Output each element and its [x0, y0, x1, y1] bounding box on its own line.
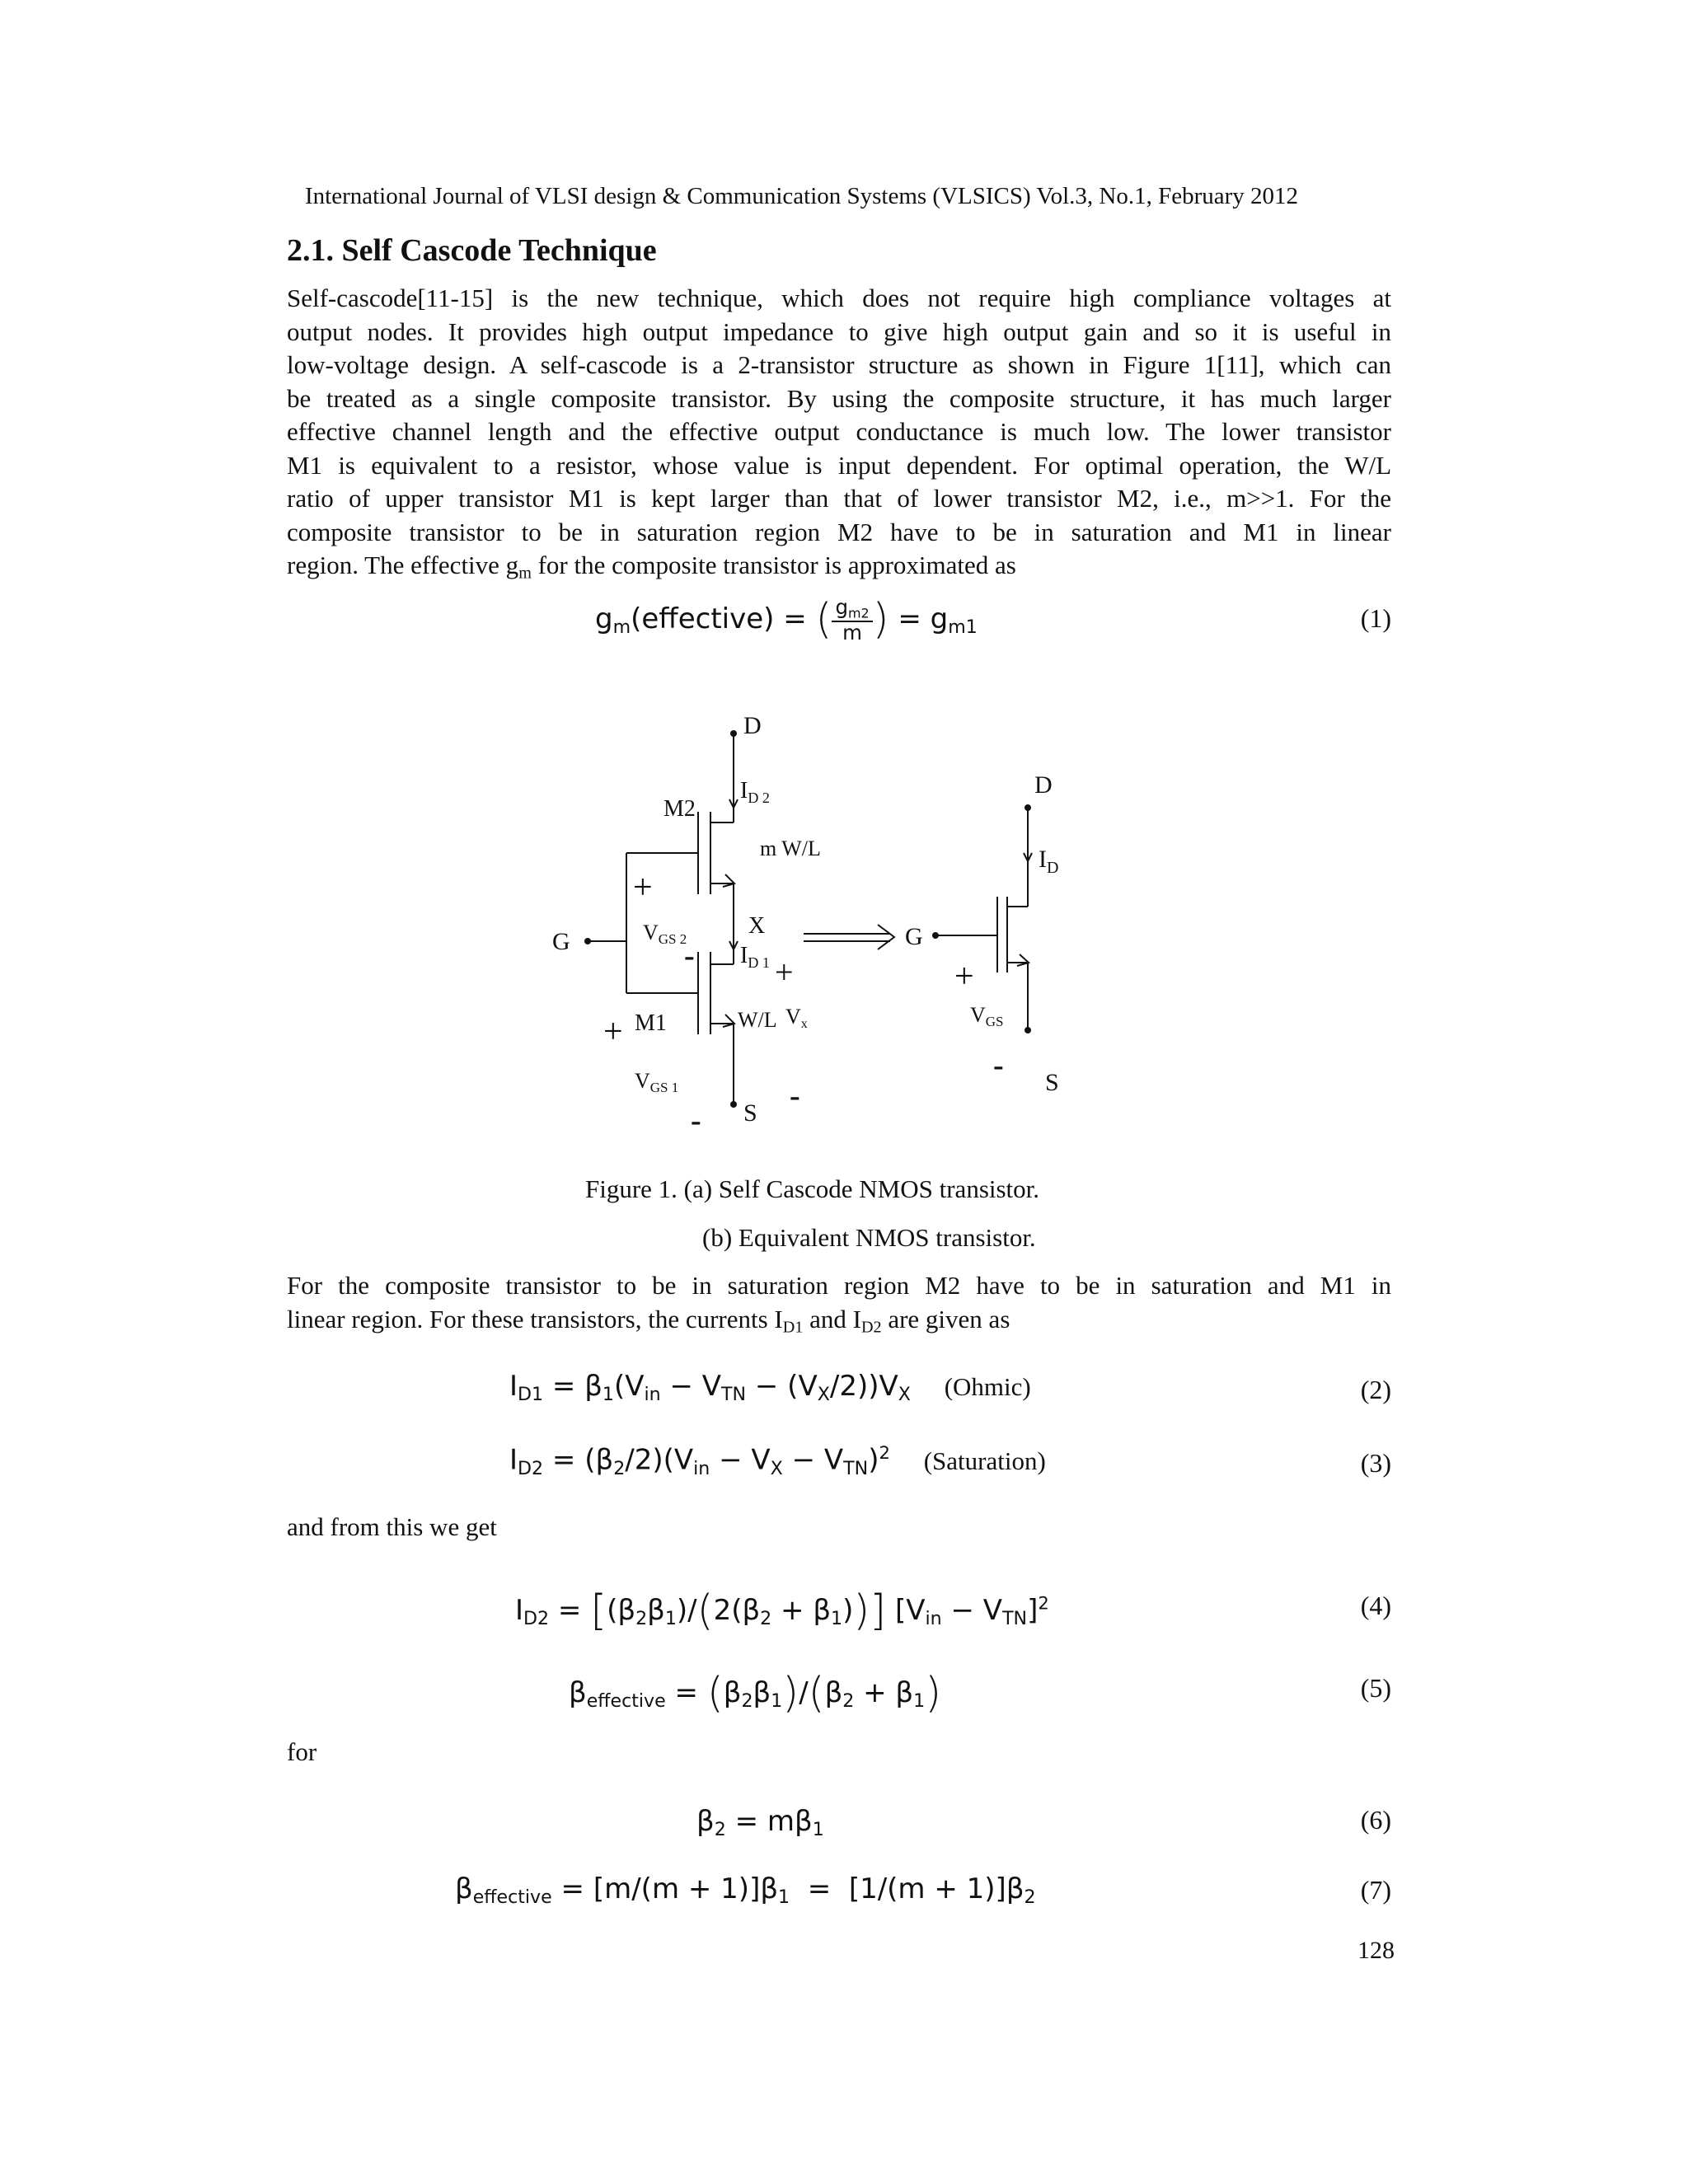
plus-sign: + — [603, 1013, 623, 1051]
label-m2: M2 — [663, 796, 696, 822]
paragraph-line: low-voltage design. A self-cascode is a 2-transistor structure as shown in Figure 1[11], which can — [287, 350, 1391, 379]
paragraph-line: Self-cascode[11-15] is the new technique, which does not require high compliance voltages at — [287, 284, 1391, 312]
and-from-this-text: and from this we get — [287, 1512, 497, 1541]
plus-sign: + — [633, 869, 653, 907]
paragraph-line-last: region. The effective $g_m$ for the composite transistor is approximated as — [287, 551, 1016, 583]
label-s: S — [743, 1099, 757, 1127]
paragraph-line: M1 is equivalent to a resistor, whose value is input dependent. For optimal operation, the W/L — [287, 450, 1391, 480]
figure-1-circuit — [528, 701, 1121, 1146]
figure-caption-a: Figure 1. (a) Self Cascode NMOS transistor. — [585, 1174, 1040, 1203]
equation-number: (1) — [1360, 603, 1391, 633]
paragraph-line: output nodes. It provides high output impedance to give high output gain and so it is useful in — [287, 316, 1391, 346]
label-vgs2: VGS 2 — [643, 921, 687, 947]
paragraph-1 — [287, 282, 1391, 583]
paragraph-line: For the composite transistor to be in saturation region M2 have to be in saturation and M1 in — [287, 1271, 1391, 1300]
equation-6: $\beta_2 = m\beta_1$ — [696, 1805, 824, 1841]
label-g: G — [905, 923, 923, 950]
equation-7: $\beta_{effective} = [m/(m + 1)]\beta_1 = [1/(m + 1)]\beta_2$ — [455, 1872, 1036, 1909]
label-d: D — [1034, 771, 1053, 799]
equation-number: (6) — [1360, 1805, 1391, 1835]
paragraph-line: be treated as a single composite transistor. By using the composite structure, it has much larger — [287, 383, 1391, 413]
minus-sign: - — [691, 1104, 701, 1138]
label-mwl: m W/L — [760, 837, 821, 860]
equation-number: (5) — [1360, 1673, 1391, 1703]
label-wl: W/L — [738, 1008, 777, 1032]
paragraph-line: composite transistor to be in saturation region M2 have to be in saturation and M1 in linear — [287, 517, 1391, 546]
for-text: for — [287, 1737, 317, 1766]
label-vgs: VGS — [970, 1003, 1004, 1029]
plus-sign: + — [954, 958, 974, 996]
equation-number: (2) — [1360, 1375, 1391, 1404]
minus-sign: - — [684, 939, 695, 973]
label-m1: M1 — [635, 1010, 667, 1036]
paragraph-line-last: linear region. For these transistors, the currents $I_{D1}$ and $I_{D2}$ are given as — [287, 1304, 1010, 1337]
equation-number: (3) — [1360, 1448, 1391, 1478]
equation-2: $I_{D1} = \beta_1(V_{in} - V_{TN} - (V_X/2))V_X$ (Ohmic) — [509, 1370, 1031, 1406]
figure-caption-b: (b) Equivalent NMOS transistor. — [702, 1223, 1036, 1252]
equation-5: $\beta_{effective} = (\beta_2\beta_1)/(\beta_2 + \beta_1)$ — [569, 1669, 942, 1718]
label-g: G — [552, 928, 570, 955]
equation-number: (4) — [1360, 1591, 1391, 1620]
minus-sign: - — [790, 1079, 800, 1113]
equation-number: (7) — [1360, 1875, 1391, 1905]
paragraph-2 — [287, 1269, 1391, 1336]
label-id: $I_D$ — [1039, 846, 1059, 877]
paragraph-line: effective channel length and the effective output conductance is much low. The lower transistor — [287, 417, 1391, 446]
equation-4: $I_{D2} = [(\beta_2\beta_1)/(2(\beta_2 + \beta_1))] [V_{in} - V_{TN}]^2$ — [515, 1586, 1049, 1635]
minus-sign: - — [993, 1048, 1004, 1083]
section-title: 2.1. Self Cascode Technique — [287, 233, 657, 268]
label-x: X — [748, 913, 766, 939]
equation-1: $g_m(effective)$ = ( $\frac{g_{m2}}{m}$ ) = $g_{m1}$ — [595, 594, 978, 645]
journal-header: International Journal of VLSI design & Communication Systems (VLSICS) Vol.3, No.1, February 2012 — [305, 183, 1299, 209]
label-id1: $I_{D 1}$ — [740, 943, 770, 971]
label-s: S — [1045, 1069, 1059, 1096]
label-vx: Vx — [785, 1005, 808, 1031]
page-number: 128 — [1357, 1937, 1395, 1964]
label-vgs1: VGS 1 — [635, 1069, 679, 1095]
paragraph-line: ratio of upper transistor M1 is kept larger than that of lower transistor M2, i.e., m>>1. For the — [287, 484, 1391, 513]
label-d: D — [743, 712, 762, 739]
equation-3: $I_{D2} = (\beta_2/2)(V_{in} - V_X - V_{TN})^2$ (Saturation) — [509, 1442, 1046, 1479]
plus-sign: + — [775, 954, 794, 991]
label-id2: $I_{D 2}$ — [740, 778, 770, 806]
